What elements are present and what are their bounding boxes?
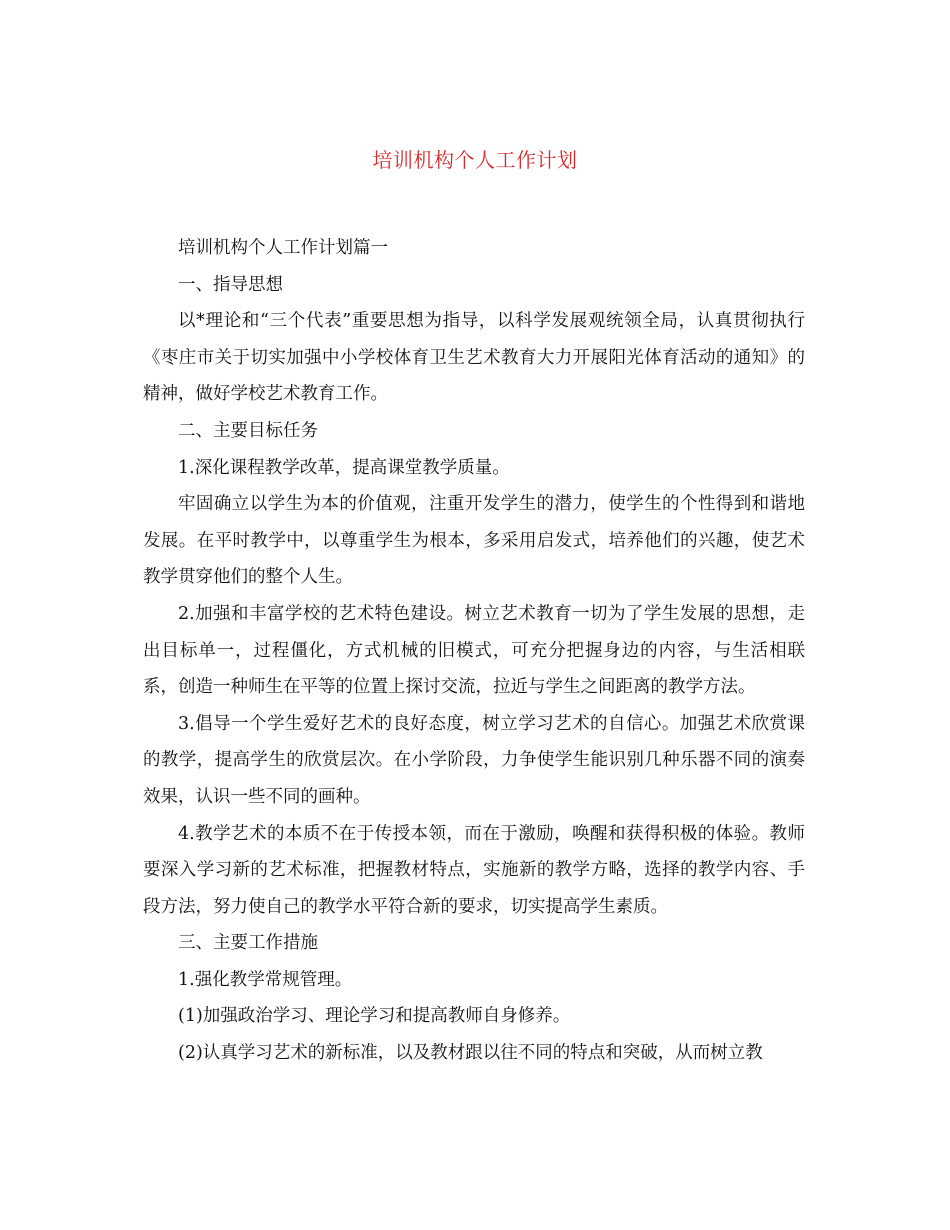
section-heading-goals: 二、主要目标任务 — [178, 420, 318, 441]
list-item-goal-2: 2.加强和丰富学校的艺术特色建设。树立艺术教育一切为了学生发展的思想，走出目标单一，过程僵化，方式机械的旧模式，可充分把握身边的内容，与生活相联系，创造一种师生在平等的位置上探讨交流，拉近与学生之间距离的教学方法。 — [143, 603, 805, 698]
section-heading-guiding-thought: 一、指导思想 — [178, 274, 283, 295]
section-heading-measures: 三、主要工作措施 — [178, 933, 318, 954]
document-body — [143, 230, 805, 1072]
list-item-measure-1: 1.强化教学常规管理。 — [178, 969, 353, 990]
list-item-goal-4: 4.教学艺术的本质不在于传授本领，而在于激励，唤醒和获得积极的体验。教师要深入学习新的艺术标准，把握教材特点，实施新的教学方略，选择的教学内容、手段方法，努力使自己的教学水平符合新的要求，切实提高学生素质。 — [143, 823, 805, 917]
paragraph-goal-1-detail: 牢固确立以学生为本的价值观，注重开发学生的潜力，使学生的个性得到和谐地发展。在平时教学中，以尊重学生为根本，多采用启发式，培养他们的兴趣，使艺术教学贯穿他们的整个人生。 — [143, 494, 805, 588]
section-heading-plan: 培训机构个人工作计划篇一 — [178, 238, 388, 258]
list-item-measure-1-sub-2: (2)认真学习艺术的新标准，以及教材跟以往不同的特点和突破，从而树立教 — [178, 1043, 763, 1064]
paragraph-guiding-thought: 以*理论和“三个代表”重要思想为指导，以科学发展观统领全局，认真贯彻执行《枣庄市关于切实加强中小学校体育卫生艺术教育大力开展阳光体育活动的通知》的精神，做好学校艺术教育工作。 — [143, 311, 805, 405]
list-item-measure-1-sub-1: (1)加强政治学习、理论学习和提高教师自身修养。 — [178, 1006, 571, 1027]
list-item-goal-3: 3.倡导一个学生爱好艺术的良好态度，树立学习艺术的自信心。加强艺术欣赏课的教学，提高学生的欣赏层次。在小学阶段，力争使学生能识别几种乐器不同的演奏效果，认识一些不同的画种。 — [143, 713, 805, 807]
document-title: 培训机构个人工作计划 — [372, 148, 578, 172]
list-item-goal-1: 1.深化课程教学改革，提高课堂教学质量。 — [178, 457, 510, 478]
